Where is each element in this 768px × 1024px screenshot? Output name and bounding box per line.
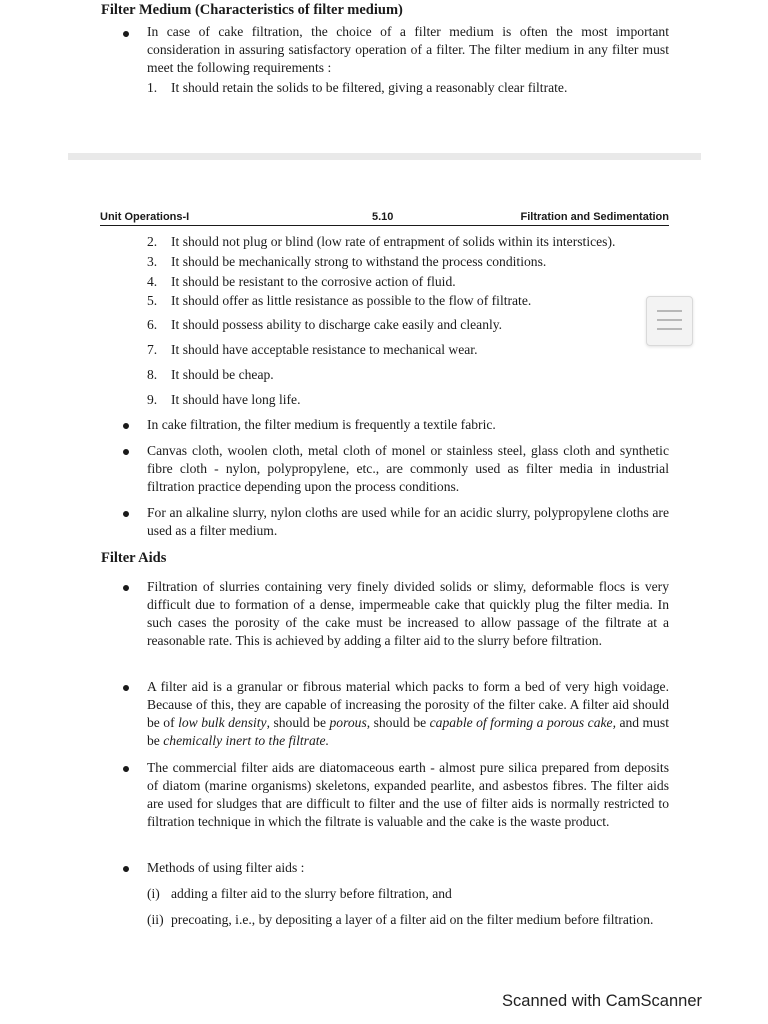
paragraph-filter-aid-definition: A filter aid is a granular or fibrous material which packs to form a bed of very high voidage. Because of this, they are capable of increasing the porosity of the filter cake. A filter aid should be of low bulk density, should be porous, should be capable of forming a porous cake, and must be chemically inert to the filtrate.: [147, 679, 669, 748]
section-heading-filter-medium: Filter Medium (Characteristics of filter medium): [101, 2, 403, 18]
list-number: 5.: [147, 293, 158, 308]
header-chapter-title: Filtration and Sedimentation: [520, 211, 669, 223]
page-separator: [68, 153, 701, 160]
list-number: 9.: [147, 392, 158, 407]
paragraph-textile-fabric: In cake filtration, the filter medium is frequently a textile fabric.: [147, 417, 496, 432]
list-number: 6.: [147, 317, 158, 332]
hamburger-menu-icon-bar: [657, 328, 682, 330]
list-item: It should retain the solids to be filtered, giving a reasonably clear filtrate.: [171, 80, 568, 95]
bullet-dot-icon: [123, 31, 129, 37]
paragraph-commercial-filter-aids: The commercial filter aids are diatomaceous earth - almost pure silica prepared from deposits of diatom (marine organisms) skeletons, expanded pearlite, and asbestos fibres. The filter aids are used for sludges that are difficult to filter and the use of filter aids is normally restricted to filtration technique in which the filtrate is valuable and the cake is the waste product.: [147, 760, 669, 829]
list-item: It should possess ability to discharge cake easily and cleanly.: [171, 317, 503, 332]
list-item: It should be resistant to the corrosive action of fluid.: [171, 274, 456, 289]
list-item: precoating, i.e., by depositing a layer of a filter aid on the filter medium before filtration.: [171, 912, 654, 927]
bullet-dot-icon: [123, 866, 129, 872]
list-number: 8.: [147, 367, 158, 382]
paragraph-slurry-cloths: For an alkaline slurry, nylon cloths are used while for an acidic slurry, polypropylene cloths are used as a filter medium.: [147, 505, 669, 538]
list-item: It should be mechanically strong to withstand the process conditions.: [171, 254, 547, 269]
paragraph-filter-aid-need: Filtration of slurries containing very finely divided solids or slimy, deformable flocs is very difficult due to formation of a dense, impermeable cake that quickly plug the filter media. In such cases the porosity of the cake must be increased to allow passage of the filtrate at a reasonable rate. This is achieved by adding a filter aid to the slurry before filtration.: [147, 579, 669, 648]
hamburger-menu-icon-bar: [657, 319, 682, 321]
paragraph-intro: In case of cake filtration, the choice of a filter medium is often the most important consideration in assuring satisfactory operation of a filter. The filter medium in any filter must meet the following requirements :: [147, 24, 669, 75]
scanner-watermark: Scanned with CamScanner: [502, 992, 702, 1010]
paragraph-methods-intro: Methods of using filter aids :: [147, 860, 305, 875]
bullet-dot-icon: [123, 511, 129, 517]
list-item: It should offer as little resistance as possible to the flow of filtrate.: [171, 293, 532, 308]
list-number: (ii): [147, 912, 164, 927]
bullet-dot-icon: [123, 423, 129, 429]
hamburger-menu-icon: [657, 310, 682, 312]
bullet-dot-icon: [123, 685, 129, 691]
list-item: It should not plug or blind (low rate of entrapment of solids within its interstices).: [171, 234, 616, 249]
bullet-dot-icon: [123, 766, 129, 772]
section-heading-filter-aids: Filter Aids: [101, 550, 167, 566]
header-book-title: Unit Operations-I: [100, 211, 190, 223]
header-page-number: 5.10: [372, 211, 394, 223]
list-number: 3.: [147, 254, 158, 269]
list-number: 1.: [147, 80, 158, 95]
paragraph-cloth-types: Canvas cloth, woolen cloth, metal cloth of monel or stainless steel, glass cloth and synthetic fibre cloth - nylon, polypropylene, etc., are commonly used as filter media in industrial filtration practice depending upon the process conditions.: [147, 443, 669, 494]
bullet-dot-icon: [123, 449, 129, 455]
running-header: [100, 209, 669, 226]
list-number: 2.: [147, 234, 158, 249]
bullet-dot-icon: [123, 585, 129, 591]
list-number: (i): [147, 886, 160, 901]
list-number: 4.: [147, 274, 158, 289]
list-number: 7.: [147, 342, 158, 357]
list-item: It should have long life.: [171, 392, 301, 407]
list-item: It should have acceptable resistance to mechanical wear.: [171, 342, 478, 357]
list-item: It should be cheap.: [171, 367, 274, 382]
menu-button[interactable]: [646, 296, 693, 346]
list-item: adding a filter aid to the slurry before filtration, and: [171, 886, 452, 901]
